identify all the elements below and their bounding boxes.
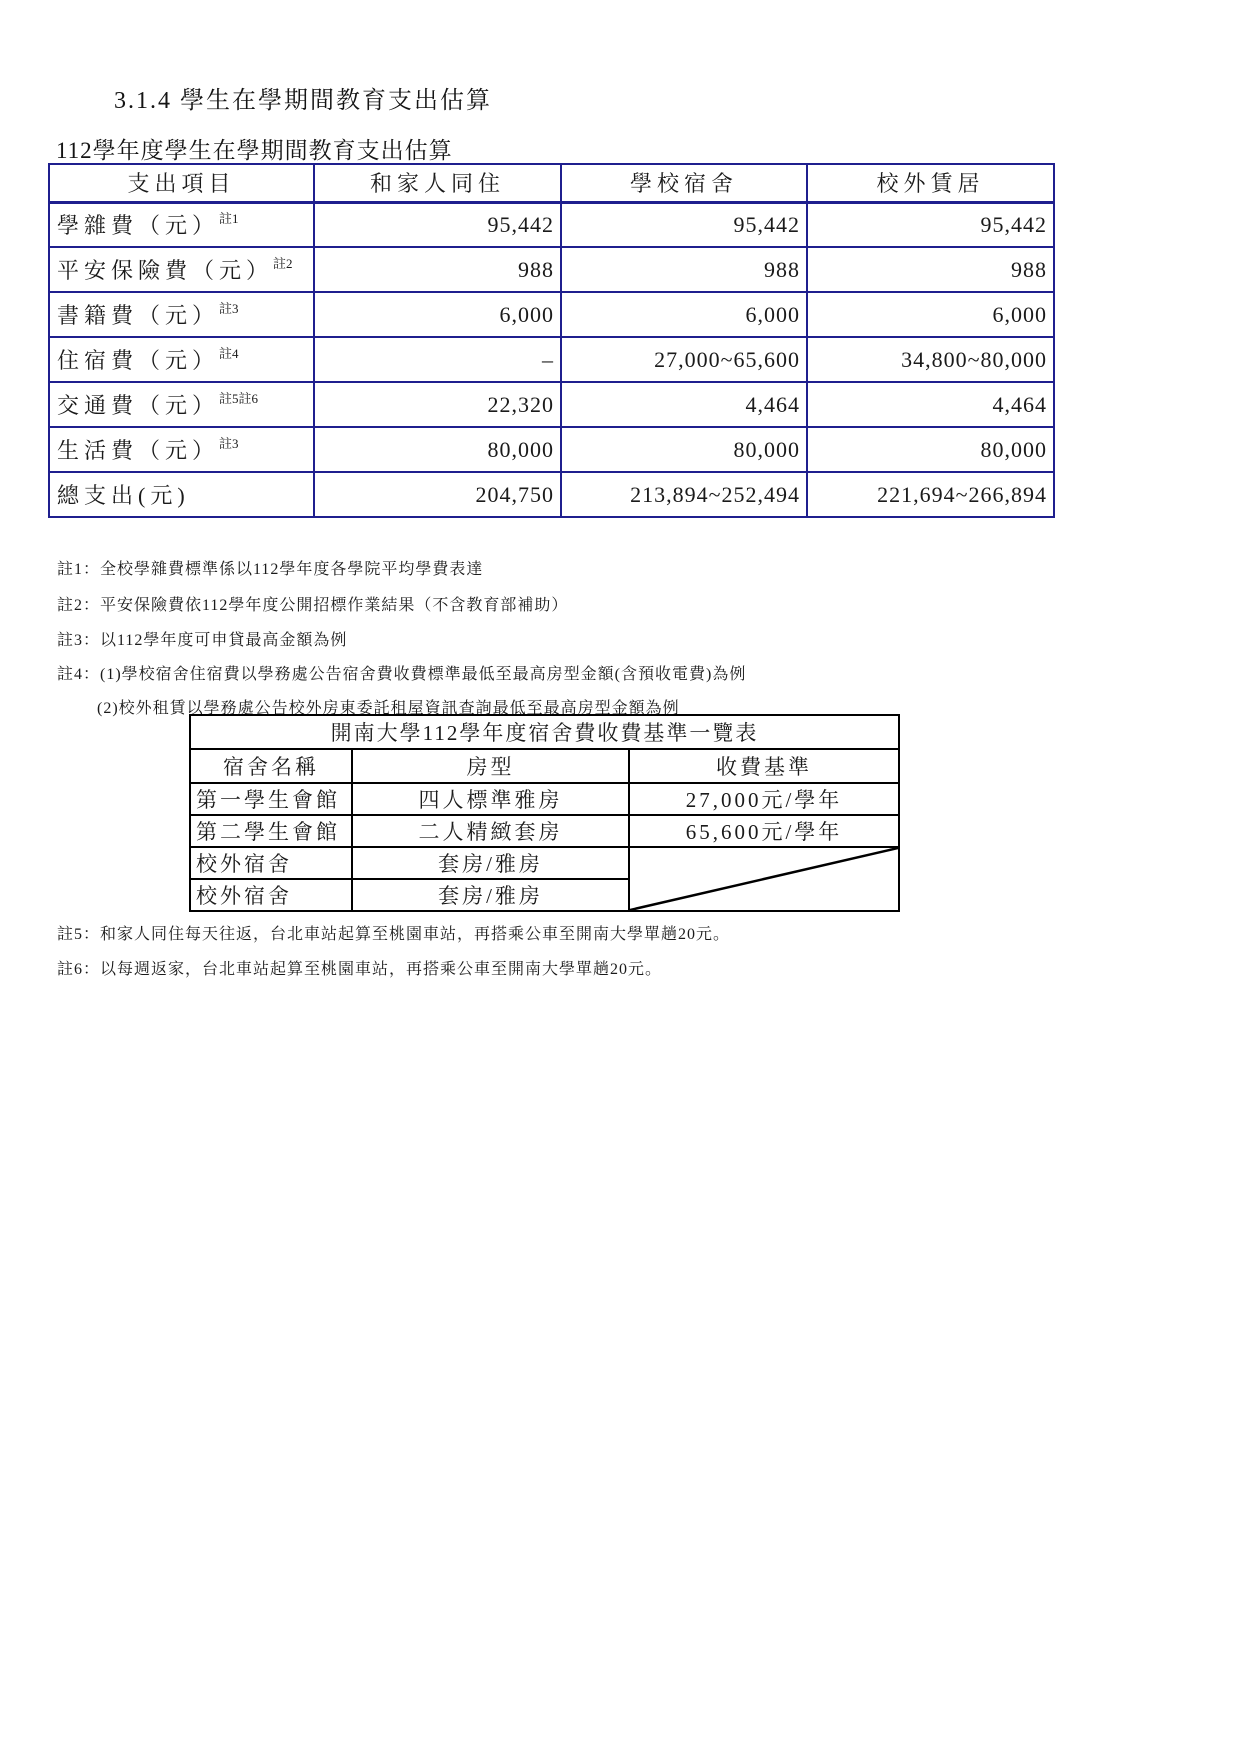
cell-value: 6,000: [807, 292, 1054, 337]
row-label: 住宿費（元）: [57, 348, 220, 373]
dorm-table-title-row: [190, 715, 899, 749]
table-row-books: [49, 292, 1054, 337]
cell-value: 80,000: [807, 427, 1054, 472]
room-type: 套房/雅房: [352, 879, 629, 911]
table-row-housing: [49, 337, 1054, 382]
note-ref: 註4: [219, 345, 239, 361]
footnote-4-line-1: 註4：(1)學校宿舍住宿費以學務處公告宿舍費收費標準最低至最高房型金額(含預收電費)為例: [57, 666, 747, 683]
expense-table: [48, 163, 1055, 518]
diagonal-line-icon: [630, 848, 898, 910]
dorm-name: 校外宿舍: [190, 879, 352, 911]
cell-value: 221,694~266,894: [807, 472, 1054, 517]
dorm-table-header-row: [190, 749, 899, 783]
footnote-4-line-2: (2)校外租賃以學務處公告校外房東委託租屋資訊查詢最低至最高房型金額為例: [97, 700, 680, 717]
cell-value: 95,442: [561, 202, 807, 247]
cell-value: 80,000: [561, 427, 807, 472]
row-label: 平安保險費（元）: [57, 258, 274, 283]
dorm-name: 校外宿舍: [190, 847, 352, 879]
column-header-school-dorm: 學校宿舍: [561, 164, 807, 202]
note-ref: 註2: [273, 255, 293, 271]
table-row-transport: [49, 382, 1054, 427]
row-label: 書籍費（元）: [57, 303, 220, 328]
table-row-living: [49, 427, 1054, 472]
table-row-insurance: [49, 247, 1054, 292]
column-header-dorm-name: 宿舍名稱: [190, 749, 352, 783]
footnote-3: 註3：以112學年度可申貸最高金額為例: [57, 632, 348, 649]
cell-value: 95,442: [807, 202, 1054, 247]
table-row-total: [49, 472, 1054, 517]
dorm-row-hall-1: [190, 783, 899, 815]
dorm-row-off-campus-1: [190, 847, 899, 879]
note-ref: 註3: [219, 435, 239, 451]
column-header-room-type: 房型: [352, 749, 629, 783]
cell-value: 80,000: [314, 427, 561, 472]
dorm-fee-table: [189, 714, 900, 912]
footnote-1: 註1：全校學雜費標準係以112學年度各學院平均學費表達: [57, 561, 484, 578]
table-row-tuition: [49, 202, 1054, 247]
cell-value: 988: [561, 247, 807, 292]
cell-value: 4,464: [807, 382, 1054, 427]
row-label: 交通費（元）: [57, 393, 220, 418]
column-header-fee-basis: 收費基準: [629, 749, 899, 783]
footnote-6: 註6：以每週返家，台北車站起算至桃園車站，再搭乘公車至開南大學單趟20元。: [57, 961, 663, 978]
cell-value: 22,320: [314, 382, 561, 427]
note-ref: 註3: [219, 300, 239, 316]
cell-value: 95,442: [314, 202, 561, 247]
cell-value: 988: [807, 247, 1054, 292]
dorm-row-hall-2: [190, 815, 899, 847]
room-type: 二人精緻套房: [352, 815, 629, 847]
cell-value: 4,464: [561, 382, 807, 427]
cell-value: 27,000~65,600: [561, 337, 807, 382]
room-type: 套房/雅房: [352, 847, 629, 879]
cell-value: 204,750: [314, 472, 561, 517]
cell-value: 988: [314, 247, 561, 292]
cell-value: 34,800~80,000: [807, 337, 1054, 382]
merged-diagonal-cell: [629, 847, 899, 911]
column-header-off-campus: 校外賃居: [807, 164, 1054, 202]
dorm-name: 第二學生會館: [190, 815, 352, 847]
row-label: 學雜費（元）: [57, 213, 220, 239]
footnote-5: 註5：和家人同住每天往返，台北車站起算至桃園車站，再搭乘公車至開南大學單趟20元。: [57, 926, 731, 943]
fee-value: 27,000元/學年: [629, 783, 899, 815]
column-header-with-family: 和家人同住: [314, 164, 561, 202]
column-header-item: 支出項目: [49, 164, 314, 202]
row-label: 總支出(元): [57, 483, 190, 508]
note-ref: 註5註6: [219, 390, 259, 406]
cell-value: –: [314, 337, 561, 382]
expense-table-header-row: [49, 164, 1054, 202]
section-title: 3.1.4 學生在學期間教育支出估算: [114, 88, 492, 114]
dorm-name: 第一學生會館: [190, 783, 352, 815]
dorm-table-title: 開南大學112學年度宿舍費收費基準一覽表: [190, 715, 899, 749]
cell-value: 213,894~252,494: [561, 472, 807, 517]
expense-table-caption: 112學年度學生在學期間教育支出估算: [56, 138, 453, 163]
cell-value: 6,000: [561, 292, 807, 337]
room-type: 四人標準雅房: [352, 783, 629, 815]
footnote-2: 註2：平安保險費依112學年度公開招標作業結果（不含教育部補助）: [57, 597, 569, 614]
row-label: 生活費（元）: [57, 438, 220, 463]
note-ref: 註1: [219, 210, 239, 226]
fee-value: 65,600元/學年: [629, 815, 899, 847]
cell-value: 6,000: [314, 292, 561, 337]
